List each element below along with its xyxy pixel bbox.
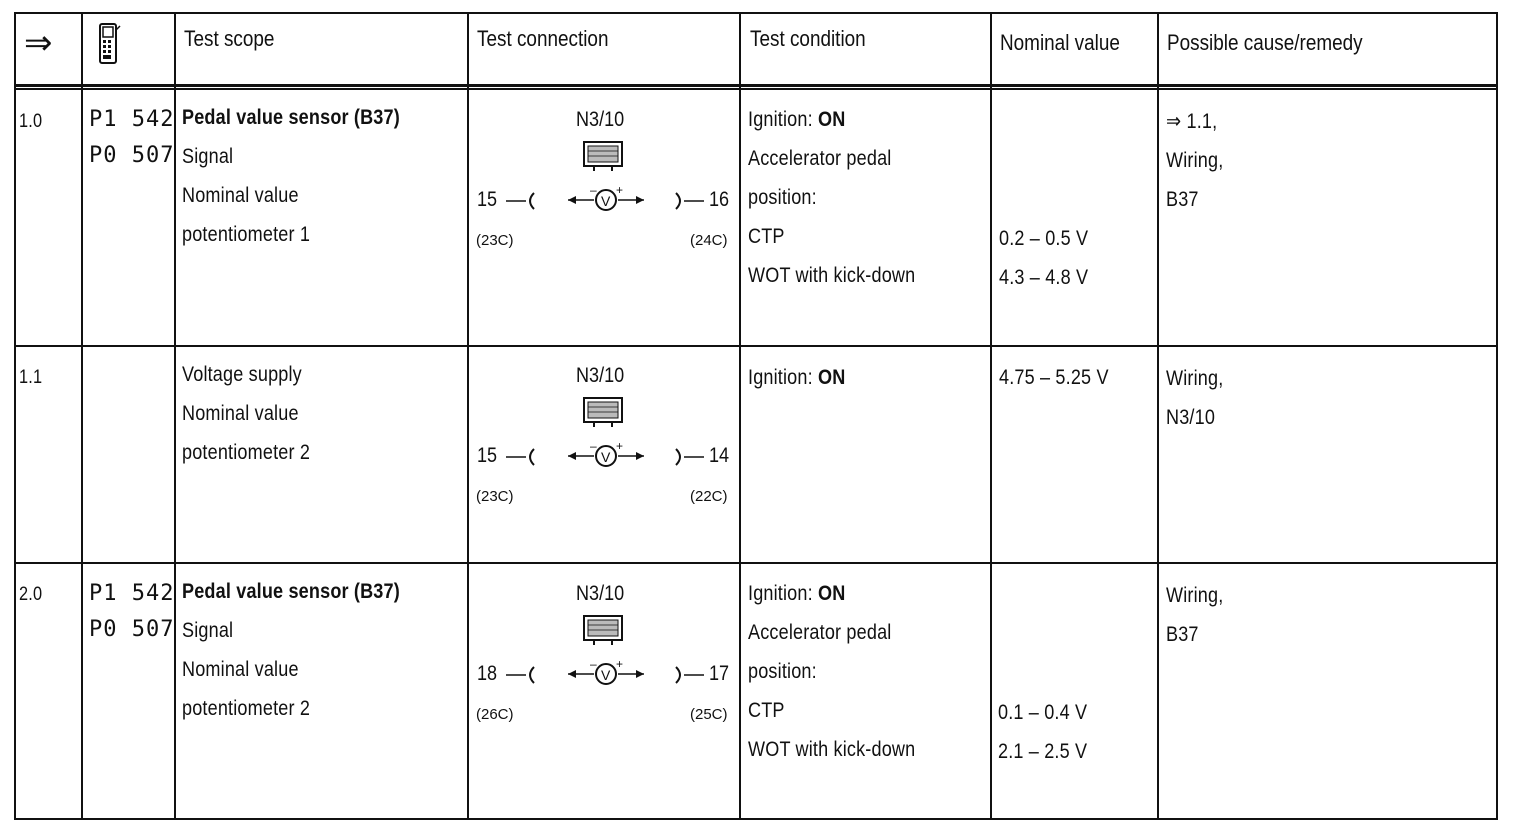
scope-line: potentiometer 1 bbox=[182, 223, 311, 246]
remedy-line: B37 bbox=[1166, 188, 1199, 211]
pin-left: 15 bbox=[477, 444, 498, 467]
condition-line: WOT with kick-down bbox=[748, 264, 916, 287]
test-table bbox=[14, 12, 1498, 820]
remedy-line: Wiring, bbox=[1166, 367, 1224, 390]
scope-title: Pedal value sensor (B37) bbox=[182, 580, 400, 603]
table-border-bottom bbox=[14, 818, 1498, 820]
pin-left: 15 bbox=[477, 188, 498, 211]
col-divider-3 bbox=[467, 12, 469, 820]
pin-right: 14 bbox=[709, 444, 730, 467]
condition-ignition: Ignition: ON bbox=[748, 366, 846, 389]
nominal-value: 2.1 – 2.5 V bbox=[998, 740, 1088, 763]
svg-text:+: + bbox=[616, 657, 624, 671]
condition-line: position: bbox=[748, 186, 817, 209]
connector-box-icon bbox=[582, 396, 626, 430]
step-number: 2.0 bbox=[19, 584, 43, 605]
pin-left-sub: (26C) bbox=[476, 706, 514, 723]
header-test-connection: Test connection bbox=[477, 26, 609, 51]
connector-label: N3/10 bbox=[576, 364, 625, 387]
connector-box-icon bbox=[582, 614, 626, 648]
remedy-line: N3/10 bbox=[1166, 406, 1216, 429]
condition-line: position: bbox=[748, 660, 817, 683]
table-border-top bbox=[14, 12, 1498, 14]
scope-line: potentiometer 2 bbox=[182, 441, 311, 464]
pin-left-sub: (23C) bbox=[476, 232, 514, 249]
nominal-value: 4.75 – 5.25 V bbox=[999, 366, 1109, 389]
scope-line: Nominal value bbox=[182, 184, 299, 207]
step-number: 1.0 bbox=[19, 111, 43, 132]
condition-line: CTP bbox=[748, 225, 785, 248]
scope-line: Nominal value bbox=[182, 658, 299, 681]
scope-line: Signal bbox=[182, 619, 234, 642]
scope-line: potentiometer 2 bbox=[182, 697, 311, 720]
condition-ignition: Ignition: ON bbox=[748, 108, 846, 131]
col-border-right bbox=[1496, 12, 1498, 820]
svg-text:V: V bbox=[601, 193, 611, 209]
remedy-line: ⇒ 1.1, bbox=[1166, 110, 1218, 133]
scope-title: Pedal value sensor (B37) bbox=[182, 106, 400, 129]
svg-text:V: V bbox=[601, 667, 611, 683]
probe-left-icon bbox=[504, 664, 538, 686]
header-test-scope: Test scope bbox=[184, 26, 275, 51]
fault-code: P0 507 bbox=[89, 143, 175, 168]
svg-text:–: – bbox=[590, 439, 597, 453]
arrow-header-icon: ⇒ bbox=[24, 24, 53, 62]
remedy-line: Wiring, bbox=[1166, 149, 1224, 172]
nominal-value: 0.2 – 0.5 V bbox=[999, 227, 1089, 250]
tester-device-icon bbox=[96, 22, 122, 66]
probe-right-icon bbox=[672, 664, 706, 686]
condition-line: Accelerator pedal bbox=[748, 621, 892, 644]
pin-right: 16 bbox=[709, 188, 730, 211]
probe-right-icon bbox=[672, 446, 706, 468]
col-divider-5 bbox=[990, 12, 992, 820]
condition-line: Accelerator pedal bbox=[748, 147, 892, 170]
pin-right-sub: (24C) bbox=[690, 232, 728, 249]
voltmeter-icon bbox=[566, 182, 646, 216]
row-divider-1 bbox=[14, 345, 1498, 347]
header-test-condition: Test condition bbox=[750, 26, 866, 51]
condition-ignition: Ignition: ON bbox=[748, 582, 846, 605]
pin-right: 17 bbox=[709, 662, 730, 685]
probe-left-icon bbox=[504, 190, 538, 212]
fault-code: P1 542 bbox=[89, 107, 175, 132]
col-divider-4 bbox=[739, 12, 741, 820]
header-divider bbox=[14, 84, 1498, 87]
header-divider-double bbox=[14, 88, 1498, 90]
svg-text:–: – bbox=[590, 183, 597, 197]
step-number: 1.1 bbox=[19, 367, 43, 388]
svg-text:–: – bbox=[590, 657, 597, 671]
connector-label: N3/10 bbox=[576, 108, 625, 131]
col-border-left bbox=[14, 12, 16, 820]
pin-right-sub: (25C) bbox=[690, 706, 728, 723]
probe-left-icon bbox=[504, 446, 538, 468]
condition-line: WOT with kick-down bbox=[748, 738, 916, 761]
scope-line: Signal bbox=[182, 145, 234, 168]
svg-text:+: + bbox=[616, 439, 624, 453]
svg-text:+: + bbox=[616, 183, 624, 197]
voltmeter-icon bbox=[566, 438, 646, 472]
voltmeter-icon bbox=[566, 656, 646, 690]
row-divider-2 bbox=[14, 562, 1498, 564]
nominal-value: 4.3 – 4.8 V bbox=[999, 266, 1089, 289]
svg-text:V: V bbox=[601, 449, 611, 465]
probe-right-icon bbox=[672, 190, 706, 212]
remedy-line: B37 bbox=[1166, 623, 1199, 646]
remedy-line: Wiring, bbox=[1166, 584, 1224, 607]
pin-right-sub: (22C) bbox=[690, 488, 728, 505]
nominal-value: 0.1 – 0.4 V bbox=[998, 701, 1088, 724]
fault-code: P0 507 bbox=[89, 617, 175, 642]
scope-line: Voltage supply bbox=[182, 363, 302, 386]
fault-code: P1 542 bbox=[89, 581, 175, 606]
pin-left-sub: (23C) bbox=[476, 488, 514, 505]
col-divider-1 bbox=[81, 12, 83, 820]
connector-label: N3/10 bbox=[576, 582, 625, 605]
connector-box-icon bbox=[582, 140, 626, 174]
condition-line: CTP bbox=[748, 699, 785, 722]
header-possible-cause: Possible cause/remedy bbox=[1167, 30, 1363, 55]
scope-line: Nominal value bbox=[182, 402, 299, 425]
col-divider-6 bbox=[1157, 12, 1159, 820]
pin-left: 18 bbox=[477, 662, 498, 685]
header-nominal-value: Nominal value bbox=[1000, 30, 1120, 55]
